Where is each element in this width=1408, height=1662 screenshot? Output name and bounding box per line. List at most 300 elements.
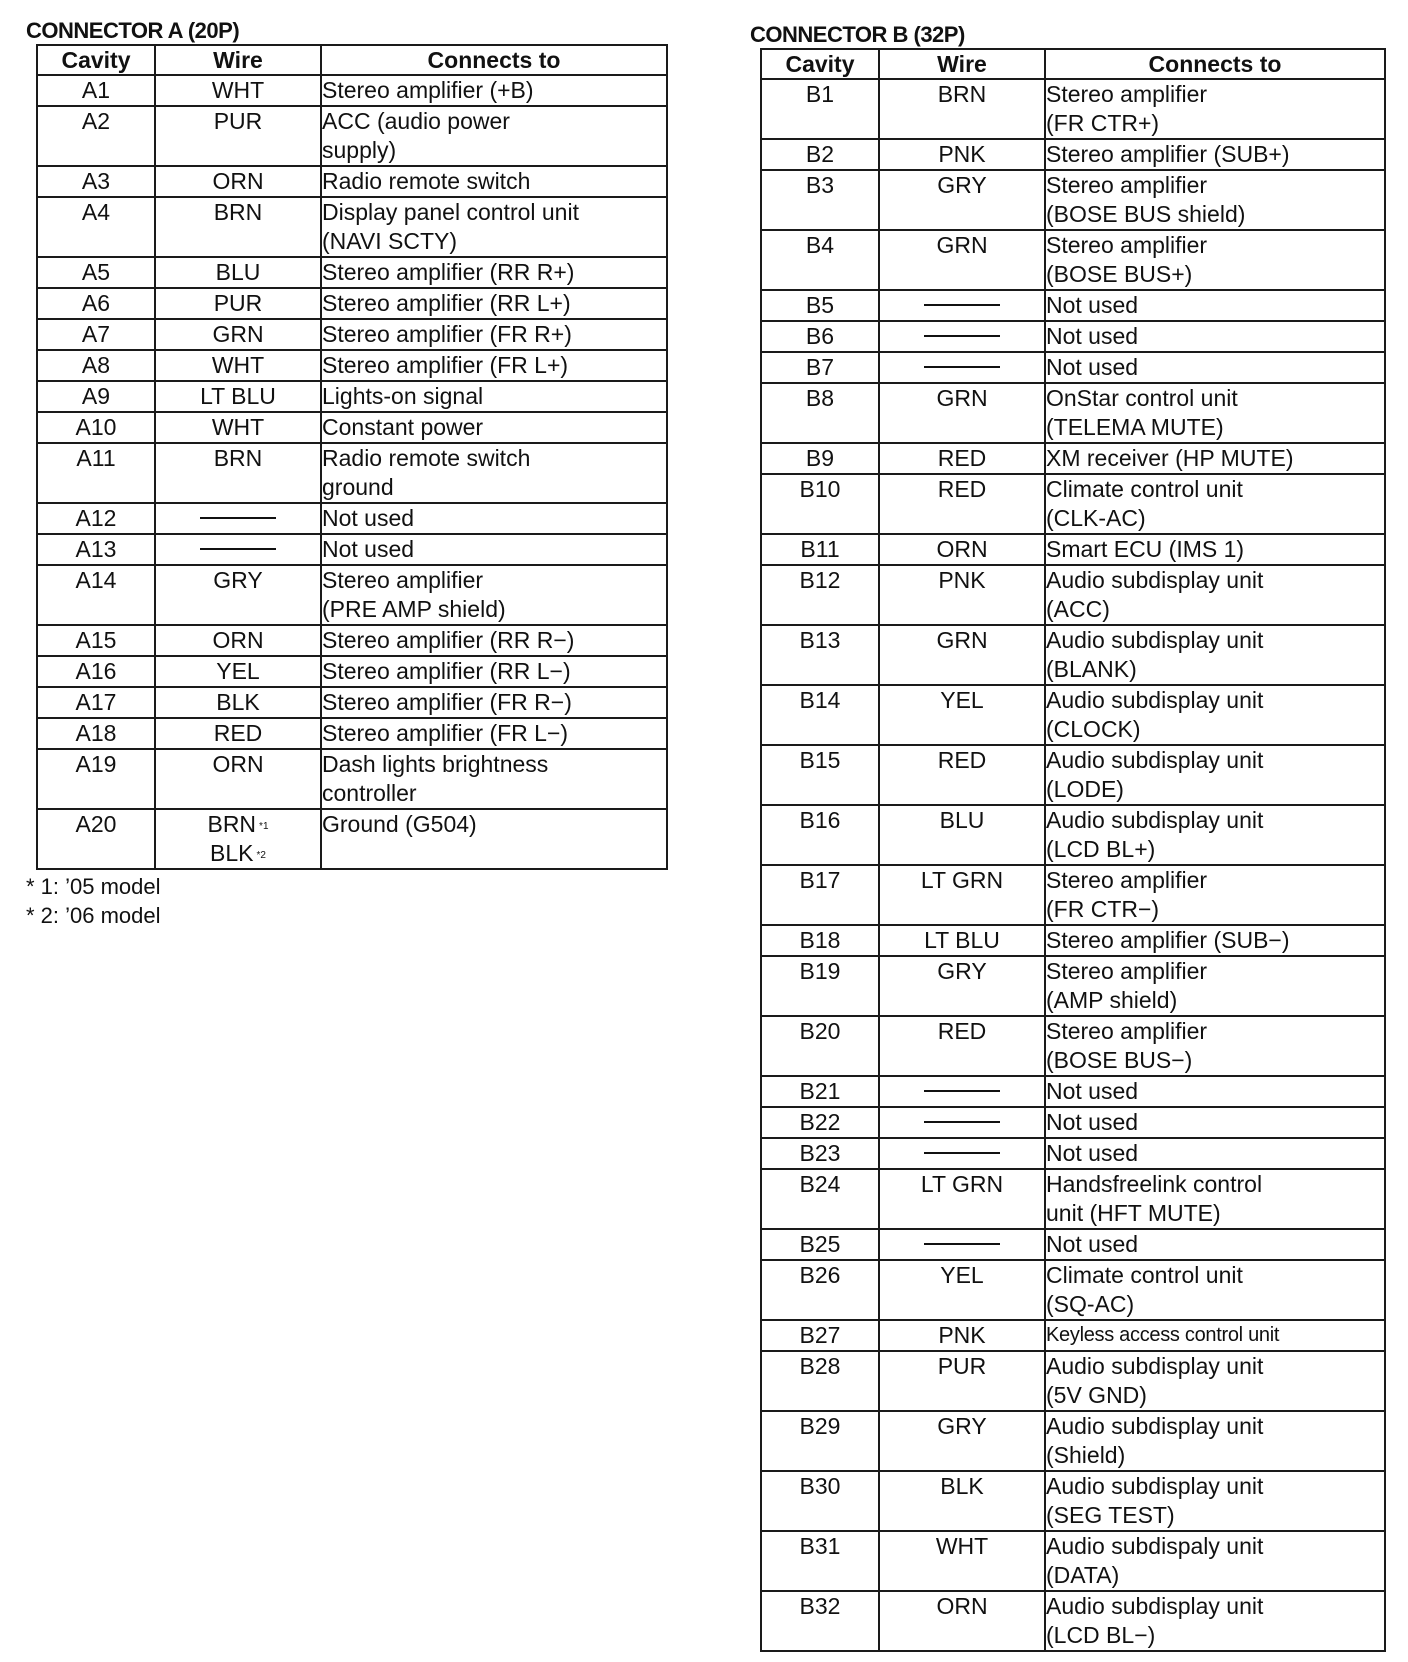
connects-to-line: Radio remote switch [322, 168, 531, 194]
wire-colors [938, 444, 987, 473]
connects-to-line: Audio subdisplay unit [1046, 687, 1264, 713]
wire-colors [940, 686, 983, 715]
wire-color: RED [937, 1018, 987, 1044]
connects-to-line: (BLANK) [1046, 656, 1137, 682]
connects-to-cell [321, 257, 667, 288]
wire-colors [216, 657, 259, 686]
wire-color-line [940, 1472, 983, 1501]
wire-color: LT GRN [920, 1171, 1004, 1197]
wire-color-line [212, 167, 263, 196]
connects-to-line: Audio subdisplay unit [1046, 1413, 1264, 1439]
cavity-cell: A14 [37, 565, 155, 625]
table-row [761, 383, 1385, 443]
wire-color: BLU [939, 807, 985, 833]
wire-color-line [212, 626, 263, 655]
cavity-cell: A5 [37, 257, 155, 288]
wire-colors [938, 1352, 987, 1381]
connects-to-cell [321, 350, 667, 381]
wire-color: PUR [937, 1353, 987, 1379]
cavity-cell: B24 [761, 1169, 879, 1229]
cavity-cell: A7 [37, 319, 155, 350]
cavity-cell: A8 [37, 350, 155, 381]
connects-to-line: Stereo amplifier (FR R+) [322, 321, 572, 347]
wire-colors [938, 1321, 985, 1350]
connects-to-line: (CLK-AC) [1046, 505, 1146, 531]
table-row [761, 1016, 1385, 1076]
no-wire-dash [924, 1121, 1000, 1123]
cavity-cell: B20 [761, 1016, 879, 1076]
wire-color: WHT [935, 1533, 989, 1559]
wire-color-line [938, 475, 987, 504]
wire-colors [214, 719, 263, 748]
table-row [761, 1138, 1385, 1169]
wire-cell [879, 1531, 1045, 1591]
table-row [37, 197, 667, 257]
wire-color-line [938, 566, 985, 595]
wire-cell [879, 1411, 1045, 1471]
wire-cell [879, 1016, 1045, 1076]
column-header-cavity: Cavity [37, 45, 155, 75]
wire-colors [936, 1592, 987, 1621]
connects-to-cell [1045, 745, 1385, 805]
table-row [37, 257, 667, 288]
wire-color-line [938, 1017, 987, 1046]
wire-color-line [214, 719, 263, 748]
wire-cell [879, 1260, 1045, 1320]
wire-color-line [212, 351, 264, 380]
connects-to-cell [1045, 79, 1385, 139]
wire-colors [936, 535, 987, 564]
cavity-cell: B3 [761, 170, 879, 230]
wire-color-line [216, 258, 261, 287]
cavity-cell: A10 [37, 412, 155, 443]
connects-to-line: Stereo amplifier [1046, 958, 1208, 984]
connects-to-line: (DATA) [1046, 1562, 1120, 1588]
wire-color-line [936, 1592, 987, 1621]
cavity-cell: A20 [37, 809, 155, 869]
wire-cell [155, 503, 321, 534]
wire-color: BLU [215, 259, 261, 285]
wire-cell [155, 381, 321, 412]
wire-colors [216, 258, 261, 287]
table-row [761, 745, 1385, 805]
wire-colors [936, 1532, 988, 1561]
connects-to-cell [1045, 565, 1385, 625]
connects-to-line: (FR CTR+) [1046, 110, 1160, 136]
cavity-cell: A1 [37, 75, 155, 106]
cavity-cell: B23 [761, 1138, 879, 1169]
wire-color-line [212, 413, 264, 442]
connects-to-cell [321, 319, 667, 350]
footnote: * 1: ’05 model [26, 874, 161, 899]
table-row [37, 687, 667, 718]
table-row [761, 1471, 1385, 1531]
connects-to-cell [1045, 170, 1385, 230]
wire-cell [155, 625, 321, 656]
cavity-cell: A16 [37, 656, 155, 687]
wire-colors [937, 171, 986, 200]
cavity-cell: A17 [37, 687, 155, 718]
connector-a-section [26, 18, 666, 930]
connects-to-line: Lights-on signal [322, 383, 484, 409]
table-row [761, 1411, 1385, 1471]
wire-colors [212, 351, 264, 380]
cavity-cell: A4 [37, 197, 155, 257]
connects-to-cell [321, 565, 667, 625]
connects-to-line: (BOSE BUS+) [1046, 261, 1193, 287]
connects-to-line: Not used [1046, 323, 1139, 349]
connects-to-line: Radio remote switch [322, 445, 531, 471]
no-wire-dash [924, 304, 1000, 306]
wire-colors [938, 566, 985, 595]
wire-cell [879, 805, 1045, 865]
connects-to-line: Not used [322, 536, 415, 562]
wire-colors [938, 746, 987, 775]
cavity-cell: B8 [761, 383, 879, 443]
wire-cell [155, 350, 321, 381]
wire-colors [938, 1017, 987, 1046]
connects-to-line: Audio subdisplay unit [1046, 807, 1264, 833]
wire-colors [940, 1472, 983, 1501]
wire-color: LT BLU [924, 927, 1000, 953]
connects-to-cell [1045, 443, 1385, 474]
wire-color-line [214, 107, 263, 136]
wire-color: PNK [938, 141, 986, 167]
wire-color-line [216, 688, 259, 717]
connects-to-cell [1045, 1016, 1385, 1076]
connects-to-line: unit (HFT MUTE) [1046, 1200, 1221, 1226]
wire-color: PNK [938, 567, 986, 593]
connects-to-line: Stereo amplifier (+B) [322, 77, 534, 103]
table-row [37, 503, 667, 534]
wire-color: GRN [212, 321, 264, 347]
connects-to-line: (SQ-AC) [1046, 1291, 1135, 1317]
connects-to-line: (5V GND) [1046, 1382, 1147, 1408]
wire-cell [879, 139, 1045, 170]
wire-cell [155, 412, 321, 443]
cavity-cell: B6 [761, 321, 879, 352]
wire-color: PUR [213, 108, 263, 134]
wire-color: LT GRN [920, 867, 1004, 893]
connects-to-cell [1045, 1411, 1385, 1471]
connects-to-line: Dash lights brightness [322, 751, 549, 777]
cavity-cell: B19 [761, 956, 879, 1016]
wire-color-line [938, 746, 987, 775]
table-row [37, 412, 667, 443]
no-wire-dash [924, 1152, 1000, 1154]
wire-colors [212, 413, 264, 442]
wire-color-line [938, 140, 985, 169]
wire-footnote-mark: *2 [256, 850, 266, 861]
table-row [761, 321, 1385, 352]
connects-to-line: Stereo amplifier (FR L−) [322, 720, 569, 746]
cavity-cell: B15 [761, 745, 879, 805]
wire-color: BLK [216, 689, 260, 715]
table-row [37, 166, 667, 197]
table-row [761, 1320, 1385, 1351]
cavity-cell: A15 [37, 625, 155, 656]
connects-to-line: Ground (G504) [322, 811, 477, 837]
wire-color: RED [937, 476, 987, 502]
connects-to-line: (BOSE BUS−) [1046, 1047, 1193, 1073]
connects-to-cell [1045, 625, 1385, 685]
wire-cell [879, 625, 1045, 685]
wire-color-line [936, 231, 987, 260]
connects-to-cell [1045, 383, 1385, 443]
connects-to-line: Not used [322, 505, 415, 531]
cavity-cell: B12 [761, 565, 879, 625]
connects-to-cell [1045, 1169, 1385, 1229]
cavity-cell: B7 [761, 352, 879, 383]
connects-to-cell [1045, 1531, 1385, 1591]
connects-to-cell [321, 197, 667, 257]
connects-to-cell [1045, 1320, 1385, 1351]
table-row [761, 1169, 1385, 1229]
connects-to-line: (NAVI SCTY) [322, 228, 458, 254]
wire-cell [155, 257, 321, 288]
wire-color-line [207, 810, 268, 839]
connects-to-line: OnStar control unit [1046, 385, 1238, 411]
connector-b-section [750, 22, 1384, 1652]
wire-colors [212, 750, 263, 779]
wire-colors [207, 810, 268, 868]
connects-to-line: (AMP shield) [1046, 987, 1178, 1013]
table-row [761, 956, 1385, 1016]
table-row [37, 534, 667, 565]
connects-to-cell [321, 166, 667, 197]
wire-cell [155, 687, 321, 718]
table-row [761, 290, 1385, 321]
connects-to-line: supply) [322, 137, 397, 163]
wire-cell [155, 656, 321, 687]
connects-to-line: Climate control unit [1046, 1262, 1243, 1288]
wire-color: GRN [936, 627, 988, 653]
connects-to-line: Stereo amplifier [1046, 1018, 1208, 1044]
cavity-cell: A11 [37, 443, 155, 503]
table-row [761, 352, 1385, 383]
connects-to-line: (LCD BL−) [1046, 1622, 1156, 1648]
connects-to-cell [321, 656, 667, 687]
connects-to-cell [1045, 321, 1385, 352]
wire-color: BLK [210, 840, 254, 866]
wire-cell [155, 565, 321, 625]
table-row [37, 656, 667, 687]
wire-cell [879, 383, 1045, 443]
table-row [761, 1076, 1385, 1107]
wire-cell [155, 809, 321, 869]
column-header-connects-to: Connects to [1045, 49, 1385, 79]
table-row [761, 865, 1385, 925]
no-wire-dash [200, 548, 276, 550]
connector-b-title: CONNECTOR B (32P) [750, 22, 965, 47]
connects-to-line: Not used [1046, 1231, 1139, 1257]
wire-color: GRY [937, 172, 987, 198]
cavity-cell: B22 [761, 1107, 879, 1138]
connects-to-cell [1045, 1138, 1385, 1169]
cavity-cell: A13 [37, 534, 155, 565]
cavity-cell: B1 [761, 79, 879, 139]
wire-cell [879, 1138, 1045, 1169]
wire-colors [214, 444, 263, 473]
connects-to-line: (ACC) [1046, 596, 1110, 622]
wire-color-line [921, 866, 1003, 895]
no-wire-dash [924, 335, 1000, 337]
wire-color: GRY [937, 1413, 987, 1439]
wire-colors [921, 866, 1003, 895]
wire-color-line [212, 320, 263, 349]
connects-to-line: Audio subdispaly unit [1046, 1533, 1264, 1559]
wire-color-line [937, 957, 986, 986]
table-row [37, 625, 667, 656]
cavity-cell: A2 [37, 106, 155, 166]
connects-to-cell [321, 443, 667, 503]
connects-to-line: Smart ECU (IMS 1) [1046, 536, 1245, 562]
cavity-cell: B29 [761, 1411, 879, 1471]
wire-color-line [200, 382, 276, 411]
connects-to-cell [1045, 685, 1385, 745]
connects-to-line: Stereo amplifier (FR L+) [322, 352, 569, 378]
wire-color-line [938, 1321, 985, 1350]
wire-color: RED [937, 445, 987, 471]
wire-colors [924, 926, 1000, 955]
table-row [761, 805, 1385, 865]
wire-color-line [940, 1261, 983, 1290]
wire-cell [879, 745, 1045, 805]
table-row [37, 106, 667, 166]
connects-to-line: Stereo amplifier (SUB−) [1046, 927, 1290, 953]
wire-cell [155, 75, 321, 106]
connects-to-cell [1045, 1591, 1385, 1651]
table-row [761, 474, 1385, 534]
wire-colors [938, 80, 987, 109]
table-row [37, 381, 667, 412]
wire-color-line [936, 535, 987, 564]
wire-cell [879, 321, 1045, 352]
table-row [761, 1531, 1385, 1591]
wire-color: WHT [211, 414, 265, 440]
wire-color-line [940, 806, 985, 835]
table-row [761, 443, 1385, 474]
connects-to-cell [321, 625, 667, 656]
no-wire-dash [924, 366, 1000, 368]
wire-color: BRN [207, 811, 257, 837]
table-row [761, 1260, 1385, 1320]
connects-to-cell [321, 288, 667, 319]
connects-to-line: controller [322, 780, 417, 806]
wire-color: YEL [940, 1262, 984, 1288]
wire-colors [936, 231, 987, 260]
wire-colors [212, 76, 264, 105]
column-header-cavity: Cavity [761, 49, 879, 79]
wire-cell [879, 1351, 1045, 1411]
connects-to-line: Audio subdisplay unit [1046, 747, 1264, 773]
table-row [761, 925, 1385, 956]
connects-to-line: (TELEMA MUTE) [1046, 414, 1224, 440]
no-wire-dash [924, 1090, 1000, 1092]
connects-to-cell [1045, 1351, 1385, 1411]
wire-colors [940, 806, 985, 835]
table-row [761, 230, 1385, 290]
wire-cell [879, 1076, 1045, 1107]
connects-to-line: (PRE AMP shield) [322, 596, 506, 622]
wire-cell [879, 230, 1045, 290]
wire-color-line [936, 384, 987, 413]
wire-color-line [212, 750, 263, 779]
wire-color: GRN [936, 385, 988, 411]
wire-colors [936, 384, 987, 413]
cavity-cell: B5 [761, 290, 879, 321]
wire-cell [879, 1591, 1045, 1651]
wire-cell [879, 534, 1045, 565]
connects-to-cell [1045, 534, 1385, 565]
connects-to-cell [1045, 352, 1385, 383]
connects-to-cell [321, 809, 667, 869]
connects-to-line: Stereo amplifier (RR R+) [322, 259, 575, 285]
wire-colors [921, 1170, 1003, 1199]
connects-to-line: Stereo amplifier (SUB+) [1046, 141, 1290, 167]
cavity-cell: B11 [761, 534, 879, 565]
wire-color-line [216, 657, 259, 686]
cavity-cell: B27 [761, 1320, 879, 1351]
wire-color: GRY [937, 958, 987, 984]
table-row [761, 1107, 1385, 1138]
connects-to-cell [1045, 1229, 1385, 1260]
connects-to-cell [321, 75, 667, 106]
connects-to-line: (LODE) [1046, 776, 1124, 802]
connects-to-cell [321, 534, 667, 565]
table-row [761, 565, 1385, 625]
connects-to-line: Stereo amplifier (RR R−) [322, 627, 575, 653]
column-header-wire: Wire [155, 45, 321, 75]
connects-to-line: ground [322, 474, 394, 500]
connects-to-cell [321, 412, 667, 443]
table-row [37, 75, 667, 106]
cavity-cell: B25 [761, 1229, 879, 1260]
connects-to-line: Audio subdisplay unit [1046, 1473, 1264, 1499]
wire-colors [937, 957, 986, 986]
cavity-cell: B32 [761, 1591, 879, 1651]
cavity-cell: A9 [37, 381, 155, 412]
wire-cell [879, 474, 1045, 534]
connects-to-line: Audio subdisplay unit [1046, 627, 1264, 653]
connects-to-line: Keyless access control unit [1046, 1324, 1280, 1346]
cavity-cell: B26 [761, 1260, 879, 1320]
cavity-cell: B4 [761, 230, 879, 290]
connects-to-line: Stereo amplifier (RR L−) [322, 658, 571, 684]
wire-cell [155, 534, 321, 565]
wire-colors [212, 167, 263, 196]
wire-color: ORN [212, 168, 264, 194]
wire-color: ORN [212, 627, 264, 653]
wire-colors [214, 107, 263, 136]
cavity-cell: A3 [37, 166, 155, 197]
wire-color-line [214, 289, 263, 318]
cavity-cell: B21 [761, 1076, 879, 1107]
wire-cell [879, 352, 1045, 383]
wire-color: RED [213, 720, 263, 746]
connects-to-cell [321, 687, 667, 718]
connects-to-cell [1045, 139, 1385, 170]
connects-to-line: Not used [1046, 1078, 1139, 1104]
cavity-cell: A12 [37, 503, 155, 534]
wire-color: PNK [938, 1322, 986, 1348]
cavity-cell: B9 [761, 443, 879, 474]
wire-cell [879, 1471, 1045, 1531]
wire-colors [938, 475, 987, 504]
table-row [761, 534, 1385, 565]
wire-color-line [936, 626, 987, 655]
connects-to-cell [321, 718, 667, 749]
